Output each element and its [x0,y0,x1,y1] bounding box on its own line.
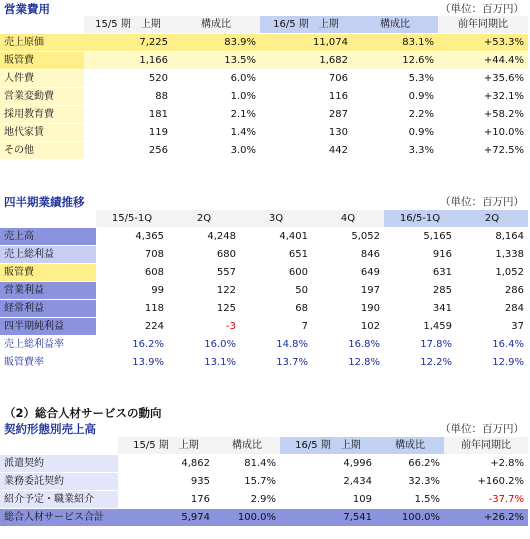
cell: 100.0% [376,509,444,526]
cell: 708 [144,249,164,260]
header-cell: 15/5 期 上期 [118,437,214,454]
cell: 197 [360,285,380,296]
cell: +72.5% [483,145,524,156]
cell: 99 [151,285,164,296]
row-label: 売上総利益率 [4,339,64,350]
table-row [0,336,528,353]
cell: 520 [148,73,168,84]
row-label: 販管費 [0,52,84,69]
cell: 284 [504,303,524,314]
row-label: 四半期純利益 [0,318,96,335]
cell: 81.4% [244,458,276,469]
cell: 256 [148,145,168,156]
cell: +26.2% [444,509,528,526]
cell: 13.7% [276,357,308,368]
unit-label: （単位：百万円） [440,3,524,15]
cell: 13.1% [204,357,236,368]
cell: 2.2% [408,109,434,120]
cell: 2.1% [230,109,256,120]
cell: 118 [144,303,164,314]
row-label: 販管費率 [4,357,44,368]
section-title-quarterly-results: 四半期業績推移 [4,195,85,209]
header-cell: 16/5-1Q [384,210,456,227]
cell: 7,541 [280,509,376,526]
row-label: 売上原価 [0,34,84,51]
section-title-operating-expenses: 営業費用 [4,2,50,16]
row-label: 業務委託契約 [0,473,118,490]
header-cell: 15/5 期 上期 [84,16,172,33]
header-cell: 3Q [240,210,312,227]
cell: 1.5% [414,494,440,505]
cell: +32.1% [483,91,524,102]
cell: 16.2% [132,339,164,350]
cell: 16.4% [492,339,524,350]
cell: 935 [190,476,210,487]
cell: +35.6% [483,73,524,84]
cell: 1,052 [495,267,524,278]
row-label: 営業変動費 [0,88,84,105]
cell: 14.8% [276,339,308,350]
table-row [0,52,528,69]
header-cell: 16/5 期 上期 [260,16,352,33]
table-row [0,34,528,51]
cell: 16.8% [348,339,380,350]
cell: 285 [432,285,452,296]
row-label: 派遣契約 [0,455,118,472]
cell: 4,401 [279,231,308,242]
cell: +2.8% [490,458,524,469]
cell: 706 [328,73,348,84]
section-title-sales-by-contract: 契約形態別売上高 [4,422,96,436]
cell: 11,074 [260,34,352,51]
cell: 287 [328,109,348,120]
cell: 12.9% [492,357,524,368]
cell: 916 [432,249,452,260]
cell: 12.2% [420,357,452,368]
cell: -3 [226,321,236,332]
cell: 1,166 [84,52,172,69]
cell: -37.7% [488,494,524,505]
cell: 2,434 [343,476,372,487]
cell: 83.9% [172,34,260,51]
cell: 5,165 [423,231,452,242]
header-cell: 構成比 [352,16,438,33]
table-row [0,70,528,87]
cell: 8,164 [495,231,524,242]
table-row [0,142,528,159]
cell: 190 [360,303,380,314]
cell: 608 [144,267,164,278]
unit-label: （単位：百万円） [440,196,524,208]
table-row [0,491,528,508]
cell: 130 [328,127,348,138]
table-row [0,264,528,281]
header-cell: 構成比 [172,16,260,33]
cell: 37 [511,321,524,332]
cell: 442 [328,145,348,156]
cell: 176 [190,494,210,505]
cell: 341 [432,303,452,314]
cell: 0.9% [408,127,434,138]
row-label: 経常利益 [0,300,96,317]
header-cell: 前年同期比 [438,16,528,33]
header-cell: 16/5 期 上期 [280,437,376,454]
cell: 5.3% [408,73,434,84]
row-label: 営業利益 [0,282,96,299]
cell: 66.2% [408,458,440,469]
header-cell [0,437,118,454]
cell: 5,052 [351,231,380,242]
cell: +44.4% [438,52,528,69]
section-heading-staffing-services: （2）総合人材サービスの動向 [4,406,162,420]
cell: 12.8% [348,357,380,368]
cell: 100.0% [214,509,280,526]
cell: 600 [288,267,308,278]
table-row [0,124,528,141]
cell: 5,974 [118,509,214,526]
table-row [0,282,528,299]
cell: 651 [288,249,308,260]
table-header-row [0,210,528,227]
row-label: 採用教育費 [0,106,84,123]
cell: 16.0% [204,339,236,350]
table-row [0,455,528,472]
header-cell: 前年同期比 [444,437,528,454]
cell: 4,862 [181,458,210,469]
cell: +160.2% [477,476,524,487]
cell: 13.9% [132,357,164,368]
cell: 12.6% [352,52,438,69]
table-row [0,246,528,263]
cell: 7 [301,321,308,332]
cell: 1,682 [260,52,352,69]
cell: 102 [360,321,380,332]
table-row [0,318,528,335]
operating-expenses-table [0,15,528,160]
table-header-row [0,16,528,33]
table-row [0,300,528,317]
cell: 1.4% [230,127,256,138]
row-label: 総合人材サービス合計 [0,509,118,526]
cell: 2.9% [250,494,276,505]
header-cell [0,16,84,33]
cell: 286 [504,285,524,296]
cell: 109 [352,494,372,505]
cell: 4,248 [207,231,236,242]
cell: 50 [295,285,308,296]
header-cell: 2Q [168,210,240,227]
table-row [0,106,528,123]
cell: 557 [216,267,236,278]
header-cell: 4Q [312,210,384,227]
cell: 125 [216,303,236,314]
cell: 13.5% [172,52,260,69]
cell: 631 [432,267,452,278]
cell: +58.2% [483,109,524,120]
row-label: その他 [0,142,84,159]
row-label: 人件費 [0,70,84,87]
sales-by-contract-table [0,436,528,527]
row-label: 紹介予定・職業紹介 [0,491,118,508]
cell: 4,996 [343,458,372,469]
table-row [0,88,528,105]
cell: 4,365 [135,231,164,242]
cell: 181 [148,109,168,120]
cell: 224 [144,321,164,332]
cell: 0.9% [408,91,434,102]
cell: 88 [155,91,168,102]
cell: 119 [148,127,168,138]
cell: 15.7% [244,476,276,487]
table-row [0,228,528,245]
cell: 3.3% [408,145,434,156]
cell: 68 [295,303,308,314]
cell: 846 [360,249,380,260]
cell: +53.3% [438,34,528,51]
cell: 7,225 [84,34,172,51]
quarterly-results-table [0,209,528,372]
cell: +10.0% [483,127,524,138]
table-row [0,473,528,490]
table-header-row [0,437,528,454]
cell: 1,459 [423,321,452,332]
header-cell: 2Q [456,210,528,227]
header-cell: 構成比 [214,437,280,454]
cell: 680 [216,249,236,260]
cell: 1.0% [230,91,256,102]
row-label: 販管費 [0,264,96,281]
header-cell: 構成比 [376,437,444,454]
row-label: 地代家賃 [0,124,84,141]
table-row [0,354,528,371]
cell: 116 [328,91,348,102]
cell: 1,338 [495,249,524,260]
row-label: 売上総利益 [0,246,96,263]
cell: 649 [360,267,380,278]
cell: 32.3% [408,476,440,487]
cell: 83.1% [352,34,438,51]
header-cell: 15/5-1Q [96,210,168,227]
row-label: 売上高 [0,228,96,245]
unit-label: （単位：百万円） [440,423,524,435]
cell: 6.0% [230,73,256,84]
cell: 17.8% [420,339,452,350]
header-cell [0,210,96,227]
cell: 3.0% [230,145,256,156]
table-row-total [0,509,528,526]
cell: 122 [216,285,236,296]
